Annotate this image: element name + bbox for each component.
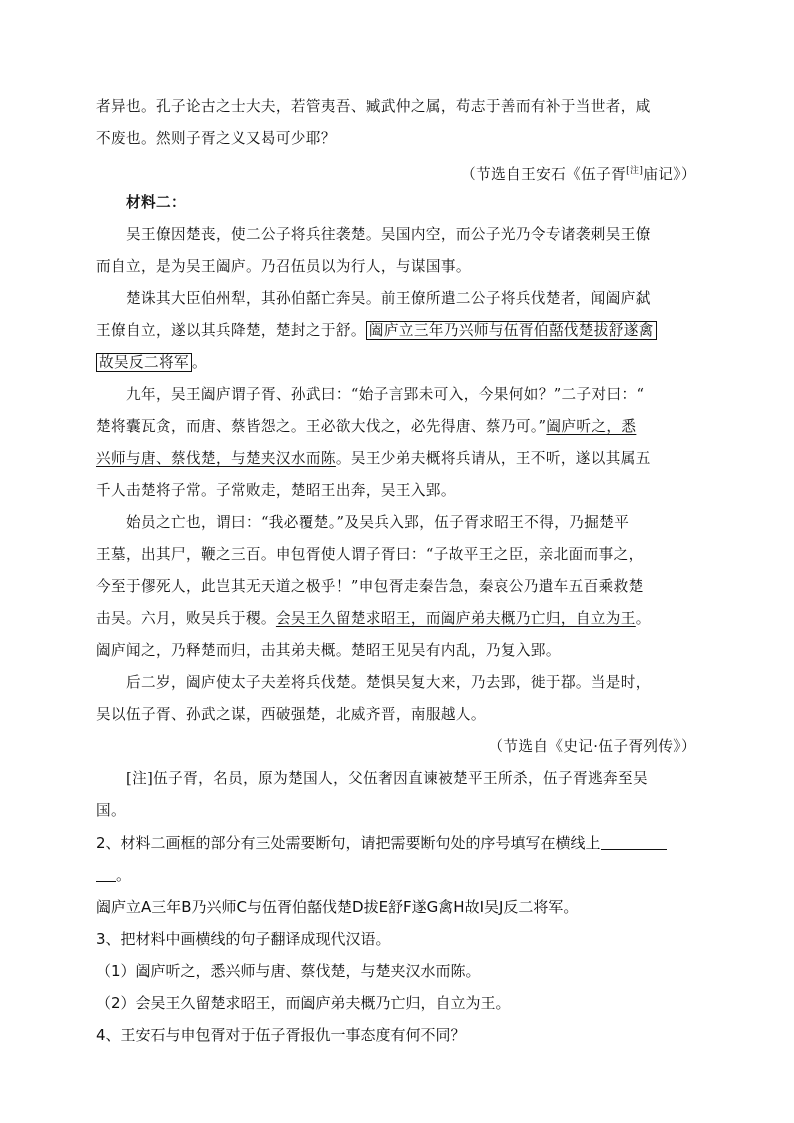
question-text: 。 [116, 866, 132, 884]
question-text: 2、材料二画框的部分有三处需要断句，请把需要断句处的序号填写在横线上 [96, 834, 601, 852]
source-citation-2: （节选自《史记·伍子胥列传》） [488, 738, 696, 755]
passage-line: 者异也。孔子论古之士大夫，若管夷吾、臧武仲之属，苟志于善而有补于当世者，咸 [96, 98, 651, 115]
passage-line: 不废也。然则子胥之义又曷可少耶？ [96, 130, 336, 147]
question-2 [96, 833, 706, 853]
question-3-item-1: （1）阖庐听之，悉兴师与唐、蔡伐楚，与楚夹汉水而陈。 [96, 962, 481, 980]
boxed-text: 阖庐立三年乃兴师与伍胥伯嚭伐楚拔舒遂禽 [366, 321, 657, 340]
passage-line: 阖庐闻之，乃释楚而归，击其弟夫概。楚昭王见吴有内乱，乃复入郢。 [96, 642, 561, 659]
question-2-continued [96, 865, 706, 885]
passage-text: 。 [635, 610, 651, 627]
passage-line: 九年，吴王阖庐谓子胥、孙武曰：“始子言郢未可入，今果何如？”二子对曰：“ [126, 386, 645, 403]
passage-line: 后二岁，阖庐使太子夫差将兵伐楚。楚惧吴复大来，乃去郢，徙于鄀。当是时， [126, 674, 651, 691]
passage-text: 。吴王少弟夫概将兵请从，王不听，遂以其属五 [335, 450, 651, 467]
underlined-text: 会吴王久留楚求昭王，而阖庐弟夫概乃亡归，自立为王 [275, 610, 636, 627]
source-citation-1 [96, 161, 696, 185]
passage-line: 今至于僇死人，此岂其无天道之极乎！”申包胥走秦告急，秦哀公乃遣车五百乘救楚 [96, 578, 644, 595]
passage-line [96, 417, 696, 437]
passage-line: 吴以伍子胥、孙武之谋，西破强楚，北威齐晋，南服越人。 [96, 706, 486, 723]
passage-line [96, 353, 696, 373]
underlined-text: 阖庐听之，悉 [546, 418, 637, 435]
underlined-text: 兴师与唐、蔡伐楚，与楚夹汉水而陈 [96, 450, 336, 467]
citation-text: 庙记》） [643, 165, 696, 183]
passage-line: 始员之亡也，谓曰：“我必覆楚。”及吴兵入郢，伍子胥求昭王不得，乃掘楚平 [126, 514, 630, 531]
boxed-text: 故吴反二将军 [96, 353, 192, 372]
passage-line [96, 321, 696, 341]
note-marker: [注] [626, 166, 644, 176]
material-two-heading: 材料二： [126, 194, 186, 211]
citation-text: （节选自王安石《伍子胥 [461, 165, 627, 183]
passage-line: 吴王僚因楚丧，使二公子将兵往袭楚。吴国内空，而公子光乃令专诸袭刺吴王僚 [126, 226, 651, 243]
question-2-options: 阖庐立A三年B乃兴师C与伍胥伯嚭伐楚D拔E舒F遂G禽H故I吴J反二将军。 [96, 898, 579, 916]
footnote: [注]伍子胥，名员，原为楚国人，父伍奢因直谏被楚平王所杀，伍子胥逃奔至吴 [126, 770, 648, 787]
question-3-item-2: （2）会吴王久留楚求昭王，而阖庐弟夫概乃亡归，自立为王。 [96, 994, 511, 1012]
question-3: 3、把材料中画横线的句子翻译成现代汉语。 [96, 930, 391, 948]
passage-line: 楚诛其大臣伯州犁，其孙伯嚭亡奔吴。前王僚所遣二公子将兵伐楚者，闻阖庐弑 [126, 290, 651, 307]
passage-text: 楚将囊瓦贪，而唐、蔡皆怨之。王必欲大伐之，必先得唐、蔡乃可。” [96, 418, 547, 435]
passage-text: 击吴。六月，败吴兵于稷。 [96, 610, 276, 627]
passage-line: 而自立，是为吴王阖庐。乃召伍员以为行人，与谋国事。 [96, 258, 471, 275]
passage-line: 王墓，出其尸，鞭之三百。申包胥使人谓子胥曰：“子故平王之臣，亲北面而事之， [96, 546, 644, 563]
passage-line: 千人击楚将子常。子常败走，楚昭王出奔，吴王入郢。 [96, 482, 456, 499]
passage-text: 王僚自立，遂以其兵降楚，楚封之于舒。 [96, 322, 366, 339]
answer-blank[interactable] [96, 867, 116, 882]
footnote: 国。 [96, 802, 126, 819]
passage-line [96, 609, 696, 629]
question-4: 4、王安石与申包胥对于伍子胥报仇一事态度有何不同？ [96, 1026, 466, 1044]
passage-line [96, 449, 696, 469]
answer-blank[interactable] [601, 835, 667, 850]
passage-text: 。 [191, 354, 207, 371]
